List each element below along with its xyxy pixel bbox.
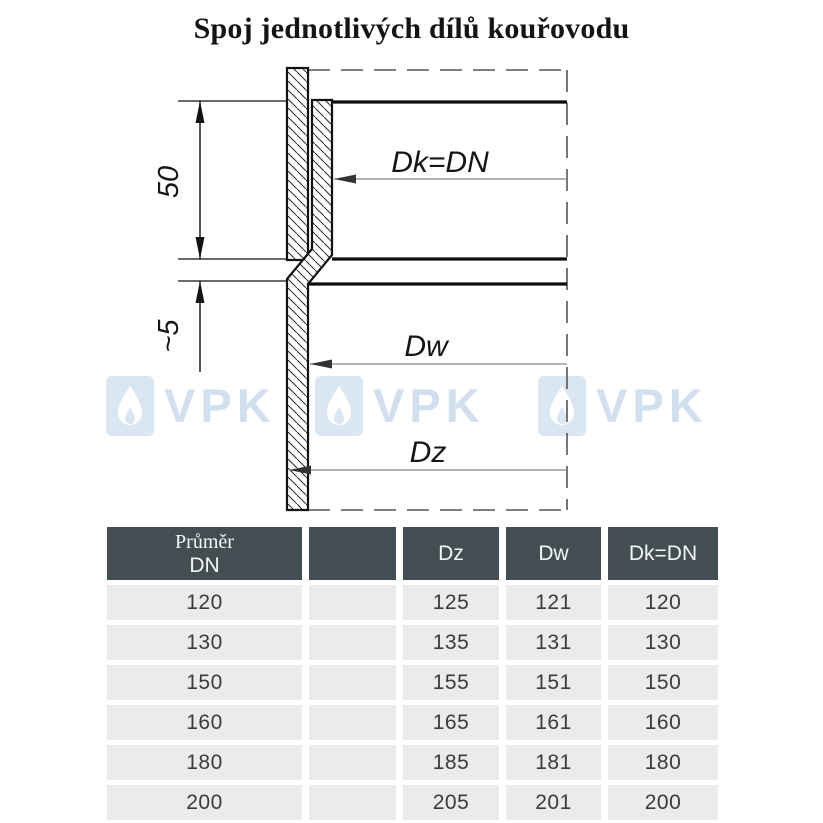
table-cell-spacer (309, 705, 396, 740)
table-cell-dk: 160 (608, 705, 718, 740)
dz-label: Dz (409, 436, 447, 469)
watermark-logo (106, 375, 276, 437)
dimension-dk (334, 146, 567, 184)
arrow-left-icon (310, 360, 332, 369)
table-cell-dk: 200 (608, 785, 718, 820)
table-cell-dk: 150 (608, 665, 718, 700)
table-cell-spacer (309, 585, 396, 620)
table-header-spacer (309, 527, 396, 580)
table-cell-spacer (309, 625, 396, 660)
table-header-dn (107, 527, 302, 580)
table-cell-dz: 205 (403, 785, 499, 820)
watermark-logo (315, 375, 485, 437)
table-cell-dw: 131 (506, 625, 601, 660)
header-dz: Dz (438, 541, 464, 565)
table-cell-dz: 135 (403, 625, 499, 660)
lower-pipe-socket-wall (287, 100, 332, 510)
table-cell-dz: 185 (403, 745, 499, 780)
socket-depth-label: 50 (153, 165, 185, 199)
watermark-logo (538, 375, 708, 437)
table-cell-dz: 155 (403, 665, 499, 700)
table-cell-dw: 121 (506, 585, 601, 620)
dk-label: Dk=DN (391, 146, 489, 179)
arrow-down-icon (196, 237, 205, 259)
table-cell-dw: 201 (506, 785, 601, 820)
flame-icon (538, 376, 586, 436)
table-cell-dz: 165 (403, 705, 499, 740)
dimension-socket-depth (153, 101, 287, 259)
joint-gap-label: ~5 (153, 319, 185, 353)
arrow-left-icon (334, 175, 356, 184)
table-cell-dw: 161 (506, 705, 601, 740)
table-cell-dn: 200 (107, 785, 302, 820)
arrow-up-icon (196, 101, 205, 123)
table-cell-dn: 120 (107, 585, 302, 620)
table-cell-dw: 181 (506, 745, 601, 780)
dimension-joint-gap (153, 281, 287, 372)
dw-label: Dw (404, 330, 448, 363)
break-lines (308, 70, 567, 510)
header-line-prumer: Průměr (175, 530, 234, 553)
arrow-left-icon (289, 466, 311, 475)
dimensions-table (107, 527, 720, 820)
header-dk: Dk=DN (628, 541, 698, 565)
table-cell-dk: 180 (608, 745, 718, 780)
table-cell-dn: 150 (107, 665, 302, 700)
table-cell-dk: 130 (608, 625, 718, 660)
table-cell-dn: 130 (107, 625, 302, 660)
table-cell-dz: 125 (403, 585, 499, 620)
watermark-text: VPK (373, 379, 485, 432)
table-cell-dw: 151 (506, 665, 601, 700)
pipe-surface-lines (308, 102, 567, 284)
header-dw: Dw (538, 541, 569, 565)
watermark-text: VPK (596, 379, 708, 432)
table-header-dw (506, 527, 601, 580)
table-cell-spacer (309, 745, 396, 780)
dimension-dz (289, 436, 567, 475)
page-title: Spoj jednotlivých dílů kouřovodu (193, 12, 630, 45)
table-cell-spacer (309, 785, 396, 820)
watermark-band (0, 375, 823, 437)
arrow-up-icon (196, 281, 205, 303)
table-cell-dn: 180 (107, 745, 302, 780)
upper-pipe-wall (287, 68, 308, 260)
flame-icon (315, 376, 363, 436)
header-line-dn: DN (189, 553, 220, 577)
table-cell-dk: 120 (608, 585, 718, 620)
table-header-dz (403, 527, 499, 580)
table-cell-dn: 160 (107, 705, 302, 740)
dimension-dw (310, 330, 567, 369)
table-header-dk (608, 527, 718, 580)
flame-icon (106, 376, 154, 436)
table-cell-spacer (309, 665, 396, 700)
watermark-text: VPK (164, 379, 276, 432)
